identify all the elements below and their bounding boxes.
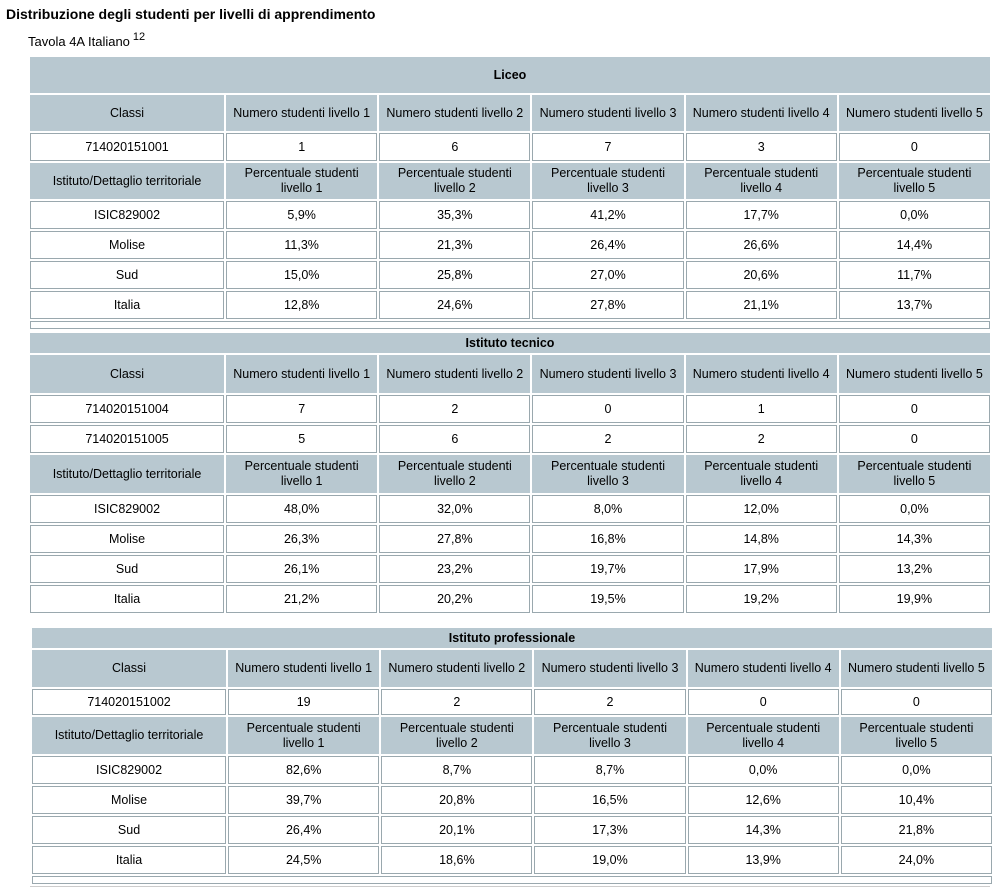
- header-istituto: Istituto/Dettaglio territoriale: [30, 163, 224, 199]
- percent-cell: 14,8%: [686, 525, 837, 553]
- table-footer-spacer: [32, 876, 992, 884]
- percent-cell: 0,0%: [841, 756, 992, 784]
- percent-cell: 8,7%: [534, 756, 685, 784]
- percent-cell: 5,9%: [226, 201, 377, 229]
- table-istituto-professionale: [30, 626, 994, 886]
- territory-name: Sud: [30, 261, 224, 289]
- header-numero-livello-2: Numero studenti livello 2: [381, 650, 532, 687]
- percent-cell: 26,4%: [228, 816, 379, 844]
- header-numero-livello-4: Numero studenti livello 4: [688, 650, 839, 687]
- count-cell: 5: [226, 425, 377, 453]
- percent-header-row: [32, 717, 992, 754]
- header-numero-livello-1: Numero studenti livello 1: [226, 355, 377, 393]
- territory-name: Italia: [32, 846, 226, 874]
- table-caption-text: Tavola 4A Italiano: [28, 34, 130, 49]
- territory-row: [30, 555, 990, 583]
- count-cell: 2: [379, 395, 530, 423]
- header-numero-livello-5: Numero studenti livello 5: [839, 355, 990, 393]
- percent-cell: 0,0%: [688, 756, 839, 784]
- percent-cell: 27,8%: [379, 525, 530, 553]
- territory-row: [32, 756, 992, 784]
- class-row: [30, 133, 990, 161]
- count-cell: 2: [532, 425, 683, 453]
- count-header-row: [30, 355, 990, 393]
- percent-cell: 24,0%: [841, 846, 992, 874]
- header-percentuale-livello-2: Percentuale studenti livello 2: [379, 455, 530, 493]
- percent-cell: 18,6%: [381, 846, 532, 874]
- count-cell: 0: [839, 133, 990, 161]
- count-cell: 19: [228, 689, 379, 715]
- territory-name: Italia: [30, 291, 224, 319]
- percent-cell: 26,3%: [226, 525, 377, 553]
- header-numero-livello-1: Numero studenti livello 1: [228, 650, 379, 687]
- header-percentuale-livello-2: Percentuale studenti livello 2: [381, 717, 532, 754]
- percent-cell: 12,8%: [226, 291, 377, 319]
- header-percentuale-livello-4: Percentuale studenti livello 4: [688, 717, 839, 754]
- header-numero-livello-3: Numero studenti livello 3: [534, 650, 685, 687]
- header-percentuale-livello-5: Percentuale studenti livello 5: [839, 455, 990, 493]
- territory-row: [32, 816, 992, 844]
- footnote-reference: 12: [132, 31, 146, 43]
- percent-cell: 21,8%: [841, 816, 992, 844]
- count-cell: 2: [686, 425, 837, 453]
- territory-name: ISIC829002: [32, 756, 226, 784]
- count-cell: 6: [379, 133, 530, 161]
- count-cell: 6: [379, 425, 530, 453]
- percent-cell: 12,0%: [686, 495, 837, 523]
- count-cell: 2: [381, 689, 532, 715]
- percent-cell: 82,6%: [228, 756, 379, 784]
- territory-row: [32, 786, 992, 814]
- count-cell: 2: [534, 689, 685, 715]
- percent-cell: 27,0%: [532, 261, 683, 289]
- percent-cell: 10,4%: [841, 786, 992, 814]
- count-cell: 1: [686, 395, 837, 423]
- percent-cell: 15,0%: [226, 261, 377, 289]
- header-percentuale-livello-5: Percentuale studenti livello 5: [841, 717, 992, 754]
- count-cell: 7: [532, 133, 683, 161]
- header-numero-livello-2: Numero studenti livello 2: [379, 95, 530, 131]
- count-cell: 1: [226, 133, 377, 161]
- percent-cell: 17,9%: [686, 555, 837, 583]
- table-istituto-tecnico: [28, 331, 992, 615]
- header-numero-livello-5: Numero studenti livello 5: [839, 95, 990, 131]
- percent-cell: 14,3%: [688, 816, 839, 844]
- percent-cell: 19,7%: [532, 555, 683, 583]
- percent-cell: 20,6%: [686, 261, 837, 289]
- percent-cell: 12,6%: [688, 786, 839, 814]
- count-cell: 0: [532, 395, 683, 423]
- percent-cell: 17,7%: [686, 201, 837, 229]
- percent-cell: 11,3%: [226, 231, 377, 259]
- percent-cell: 41,2%: [532, 201, 683, 229]
- class-code: 714020151001: [30, 133, 224, 161]
- class-row: [30, 395, 990, 423]
- territory-name: ISIC829002: [30, 495, 224, 523]
- percent-cell: 8,0%: [532, 495, 683, 523]
- header-classi: Classi: [30, 355, 224, 393]
- count-header-row: [30, 95, 990, 131]
- percent-cell: 16,8%: [532, 525, 683, 553]
- percent-cell: 11,7%: [839, 261, 990, 289]
- page-title: Distribuzione degli studenti per livelli di apprendimento: [6, 6, 376, 22]
- header-numero-livello-3: Numero studenti livello 3: [532, 95, 683, 131]
- percent-cell: 24,5%: [228, 846, 379, 874]
- territory-name: Sud: [32, 816, 226, 844]
- territory-name: Molise: [32, 786, 226, 814]
- count-cell: 0: [839, 395, 990, 423]
- territory-row: [32, 846, 992, 874]
- section-title-row: [30, 57, 990, 93]
- table-caption: [28, 31, 146, 49]
- percent-cell: 19,5%: [532, 585, 683, 613]
- header-percentuale-livello-1: Percentuale studenti livello 1: [226, 455, 377, 493]
- header-percentuale-livello-3: Percentuale studenti livello 3: [532, 455, 683, 493]
- percent-cell: 23,2%: [379, 555, 530, 583]
- percent-cell: 0,0%: [839, 495, 990, 523]
- header-percentuale-livello-4: Percentuale studenti livello 4: [686, 455, 837, 493]
- header-percentuale-livello-3: Percentuale studenti livello 3: [532, 163, 683, 199]
- territory-row: [30, 261, 990, 289]
- count-cell: 3: [686, 133, 837, 161]
- section-title-row: [32, 628, 992, 648]
- header-numero-livello-5: Numero studenti livello 5: [841, 650, 992, 687]
- percent-cell: 14,3%: [839, 525, 990, 553]
- percent-cell: 8,7%: [381, 756, 532, 784]
- percent-cell: 21,3%: [379, 231, 530, 259]
- percent-cell: 19,0%: [534, 846, 685, 874]
- percent-cell: 35,3%: [379, 201, 530, 229]
- class-code: 714020151005: [30, 425, 224, 453]
- territory-name: ISIC829002: [30, 201, 224, 229]
- percent-cell: 14,4%: [839, 231, 990, 259]
- territory-name: Molise: [30, 525, 224, 553]
- header-istituto: Istituto/Dettaglio territoriale: [32, 717, 226, 754]
- header-numero-livello-4: Numero studenti livello 4: [686, 355, 837, 393]
- percent-cell: 20,1%: [381, 816, 532, 844]
- count-cell: 0: [688, 689, 839, 715]
- empty-footer-cell: [32, 876, 992, 884]
- percent-cell: 26,1%: [226, 555, 377, 583]
- percent-header-row: [30, 455, 990, 493]
- header-percentuale-livello-5: Percentuale studenti livello 5: [839, 163, 990, 199]
- header-percentuale-livello-2: Percentuale studenti livello 2: [379, 163, 530, 199]
- territory-row: [30, 201, 990, 229]
- percent-header-row: [30, 163, 990, 199]
- header-percentuale-livello-3: Percentuale studenti livello 3: [534, 717, 685, 754]
- percent-cell: 20,8%: [381, 786, 532, 814]
- percent-cell: 0,0%: [839, 201, 990, 229]
- count-cell: 0: [839, 425, 990, 453]
- header-classi: Classi: [32, 650, 226, 687]
- territory-row: [30, 495, 990, 523]
- percent-cell: 19,9%: [839, 585, 990, 613]
- percent-cell: 27,8%: [532, 291, 683, 319]
- percent-cell: 13,9%: [688, 846, 839, 874]
- percent-cell: 20,2%: [379, 585, 530, 613]
- header-istituto: Istituto/Dettaglio territoriale: [30, 455, 224, 493]
- territory-row: [30, 525, 990, 553]
- table-liceo: [28, 55, 992, 331]
- class-row: [30, 425, 990, 453]
- header-numero-livello-4: Numero studenti livello 4: [686, 95, 837, 131]
- section-title: Istituto tecnico: [30, 333, 990, 353]
- count-cell: 7: [226, 395, 377, 423]
- class-code: 714020151004: [30, 395, 224, 423]
- header-percentuale-livello-4: Percentuale studenti livello 4: [686, 163, 837, 199]
- percent-cell: 24,6%: [379, 291, 530, 319]
- percent-cell: 26,4%: [532, 231, 683, 259]
- empty-footer-cell: [30, 321, 990, 329]
- percent-cell: 21,2%: [226, 585, 377, 613]
- header-percentuale-livello-1: Percentuale studenti livello 1: [228, 717, 379, 754]
- percent-cell: 21,1%: [686, 291, 837, 319]
- percent-cell: 26,6%: [686, 231, 837, 259]
- section-title: Istituto professionale: [32, 628, 992, 648]
- header-numero-livello-3: Numero studenti livello 3: [532, 355, 683, 393]
- percent-cell: 16,5%: [534, 786, 685, 814]
- section-title-row: [30, 333, 990, 353]
- percent-cell: 19,2%: [686, 585, 837, 613]
- count-cell: 0: [841, 689, 992, 715]
- territory-row: [30, 231, 990, 259]
- section-title: Liceo: [30, 57, 990, 93]
- header-percentuale-livello-1: Percentuale studenti livello 1: [226, 163, 377, 199]
- table-footer-spacer: [30, 321, 990, 329]
- header-numero-livello-2: Numero studenti livello 2: [379, 355, 530, 393]
- territory-row: [30, 585, 990, 613]
- class-row: [32, 689, 992, 715]
- percent-cell: 25,8%: [379, 261, 530, 289]
- percent-cell: 17,3%: [534, 816, 685, 844]
- header-numero-livello-1: Numero studenti livello 1: [226, 95, 377, 131]
- territory-name: Molise: [30, 231, 224, 259]
- percent-cell: 13,2%: [839, 555, 990, 583]
- percent-cell: 48,0%: [226, 495, 377, 523]
- percent-cell: 39,7%: [228, 786, 379, 814]
- percent-cell: 13,7%: [839, 291, 990, 319]
- table-bottom-edge: [30, 886, 990, 887]
- class-code: 714020151002: [32, 689, 226, 715]
- header-classi: Classi: [30, 95, 224, 131]
- territory-name: Sud: [30, 555, 224, 583]
- territory-name: Italia: [30, 585, 224, 613]
- territory-row: [30, 291, 990, 319]
- percent-cell: 32,0%: [379, 495, 530, 523]
- count-header-row: [32, 650, 992, 687]
